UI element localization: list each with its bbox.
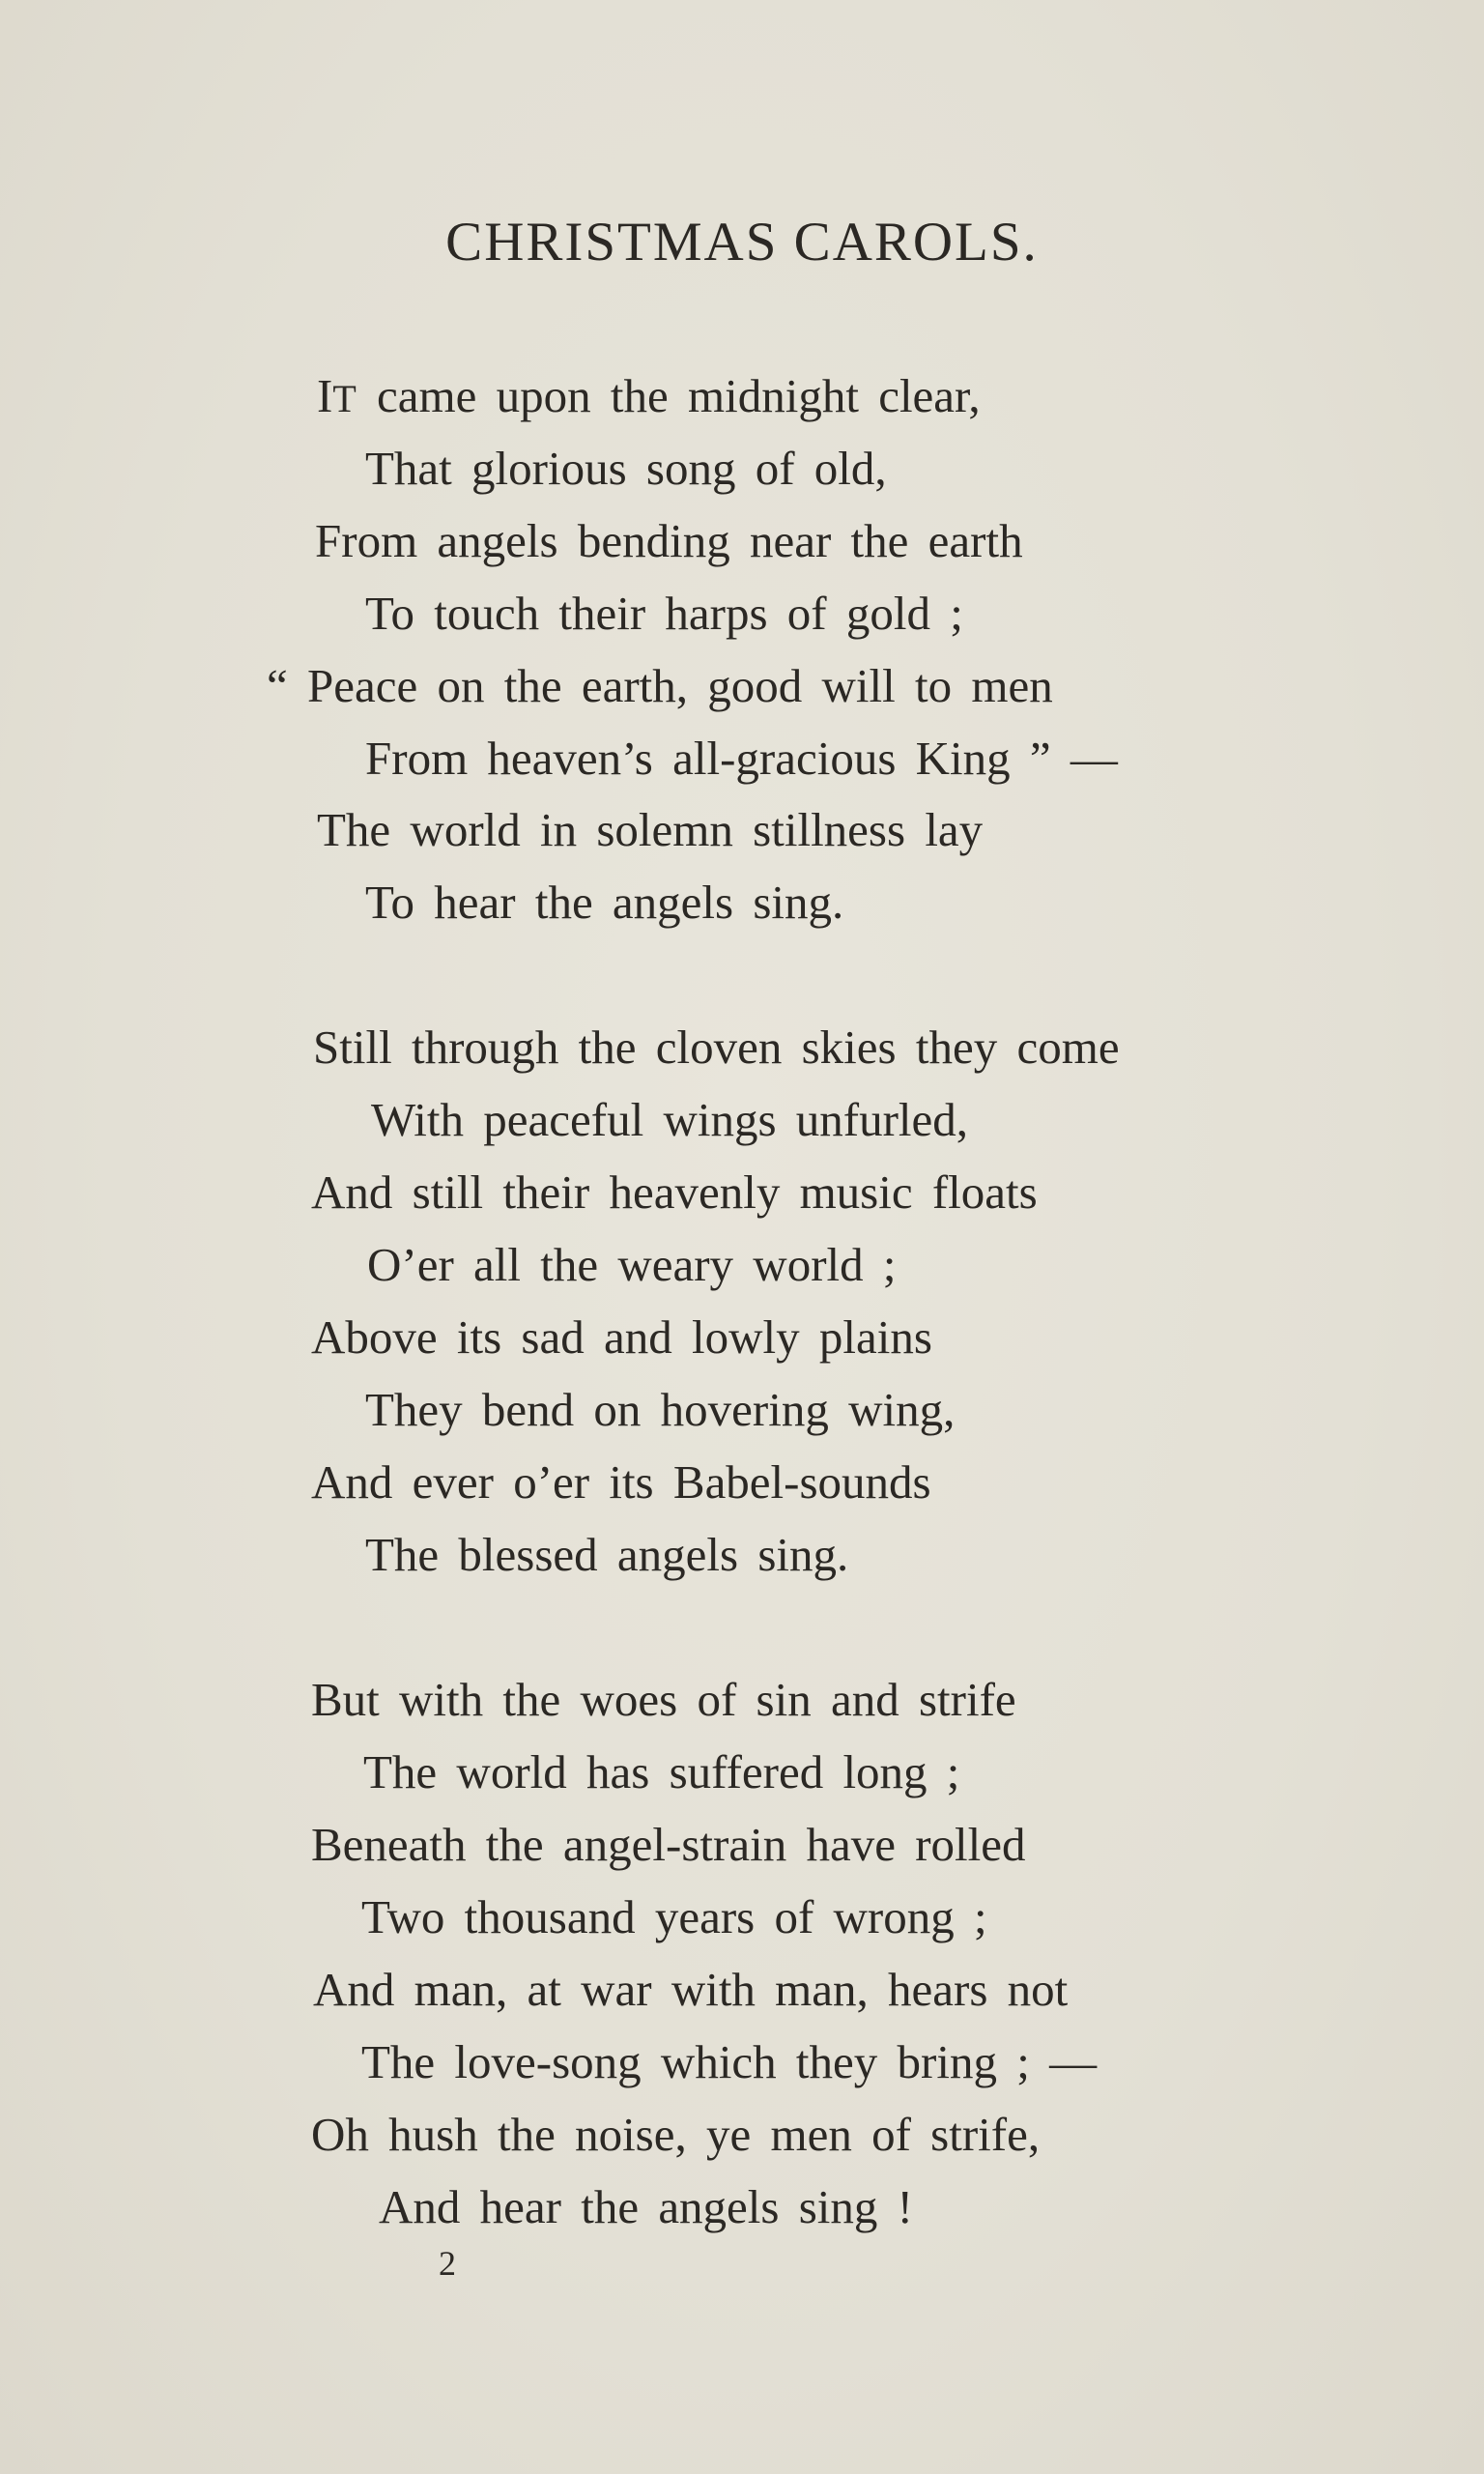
poem-line: Oh hush the noise, ye men of strife, bbox=[311, 2108, 1041, 2161]
poem-line: And man, at war with man, hears not bbox=[313, 1963, 1069, 2016]
poem-line: The world in solemn stillness lay bbox=[317, 803, 984, 856]
poem-line: And still their heavenly music floats bbox=[311, 1165, 1038, 1219]
poem-line: To touch their harps of gold ; bbox=[365, 587, 963, 640]
poem-line: But with the woes of sin and strife bbox=[311, 1673, 1016, 1726]
page-title: CHRISTMAS CAROLS. bbox=[445, 212, 1039, 273]
page-number: 2 bbox=[439, 2244, 456, 2283]
poem-line: With peaceful wings unfurled, bbox=[371, 1093, 969, 1146]
poem-line: From heaven’s all-gracious King ” — bbox=[365, 732, 1118, 785]
poem-line: And hear the angels sing ! bbox=[379, 2180, 913, 2233]
poem-line: Still through the cloven skies they come bbox=[313, 1021, 1120, 1074]
poem-line: That glorious song of old, bbox=[365, 442, 887, 495]
poem-line: The blessed angels sing. bbox=[365, 1528, 849, 1581]
poem-line: “ Peace on the earth, good will to men bbox=[267, 659, 1053, 712]
poem-line-first bbox=[317, 367, 981, 428]
poem-line: O’er all the weary world ; bbox=[367, 1238, 897, 1291]
poem-line: They bend on hovering wing, bbox=[365, 1383, 956, 1436]
first-line-rest: came upon the midnight clear, bbox=[357, 369, 981, 422]
first-line-smallcaps: T bbox=[332, 377, 357, 420]
poem-line: Above its sad and lowly plains bbox=[311, 1310, 932, 1364]
poem-line: The love-song which they bring ; — bbox=[361, 2035, 1098, 2088]
poem-line: To hear the angels sing. bbox=[365, 876, 844, 929]
poem-line: Beneath the angel-strain have rolled bbox=[311, 1818, 1026, 1871]
poem-line: From angels bending near the earth bbox=[315, 514, 1023, 567]
poem-line: And ever o’er its Babel-sounds bbox=[311, 1455, 931, 1509]
poem-line: Two thousand years of wrong ; bbox=[361, 1890, 987, 1943]
poem-line: The world has suffered long ; bbox=[363, 1745, 960, 1798]
first-line-dropcap: I bbox=[317, 369, 333, 422]
